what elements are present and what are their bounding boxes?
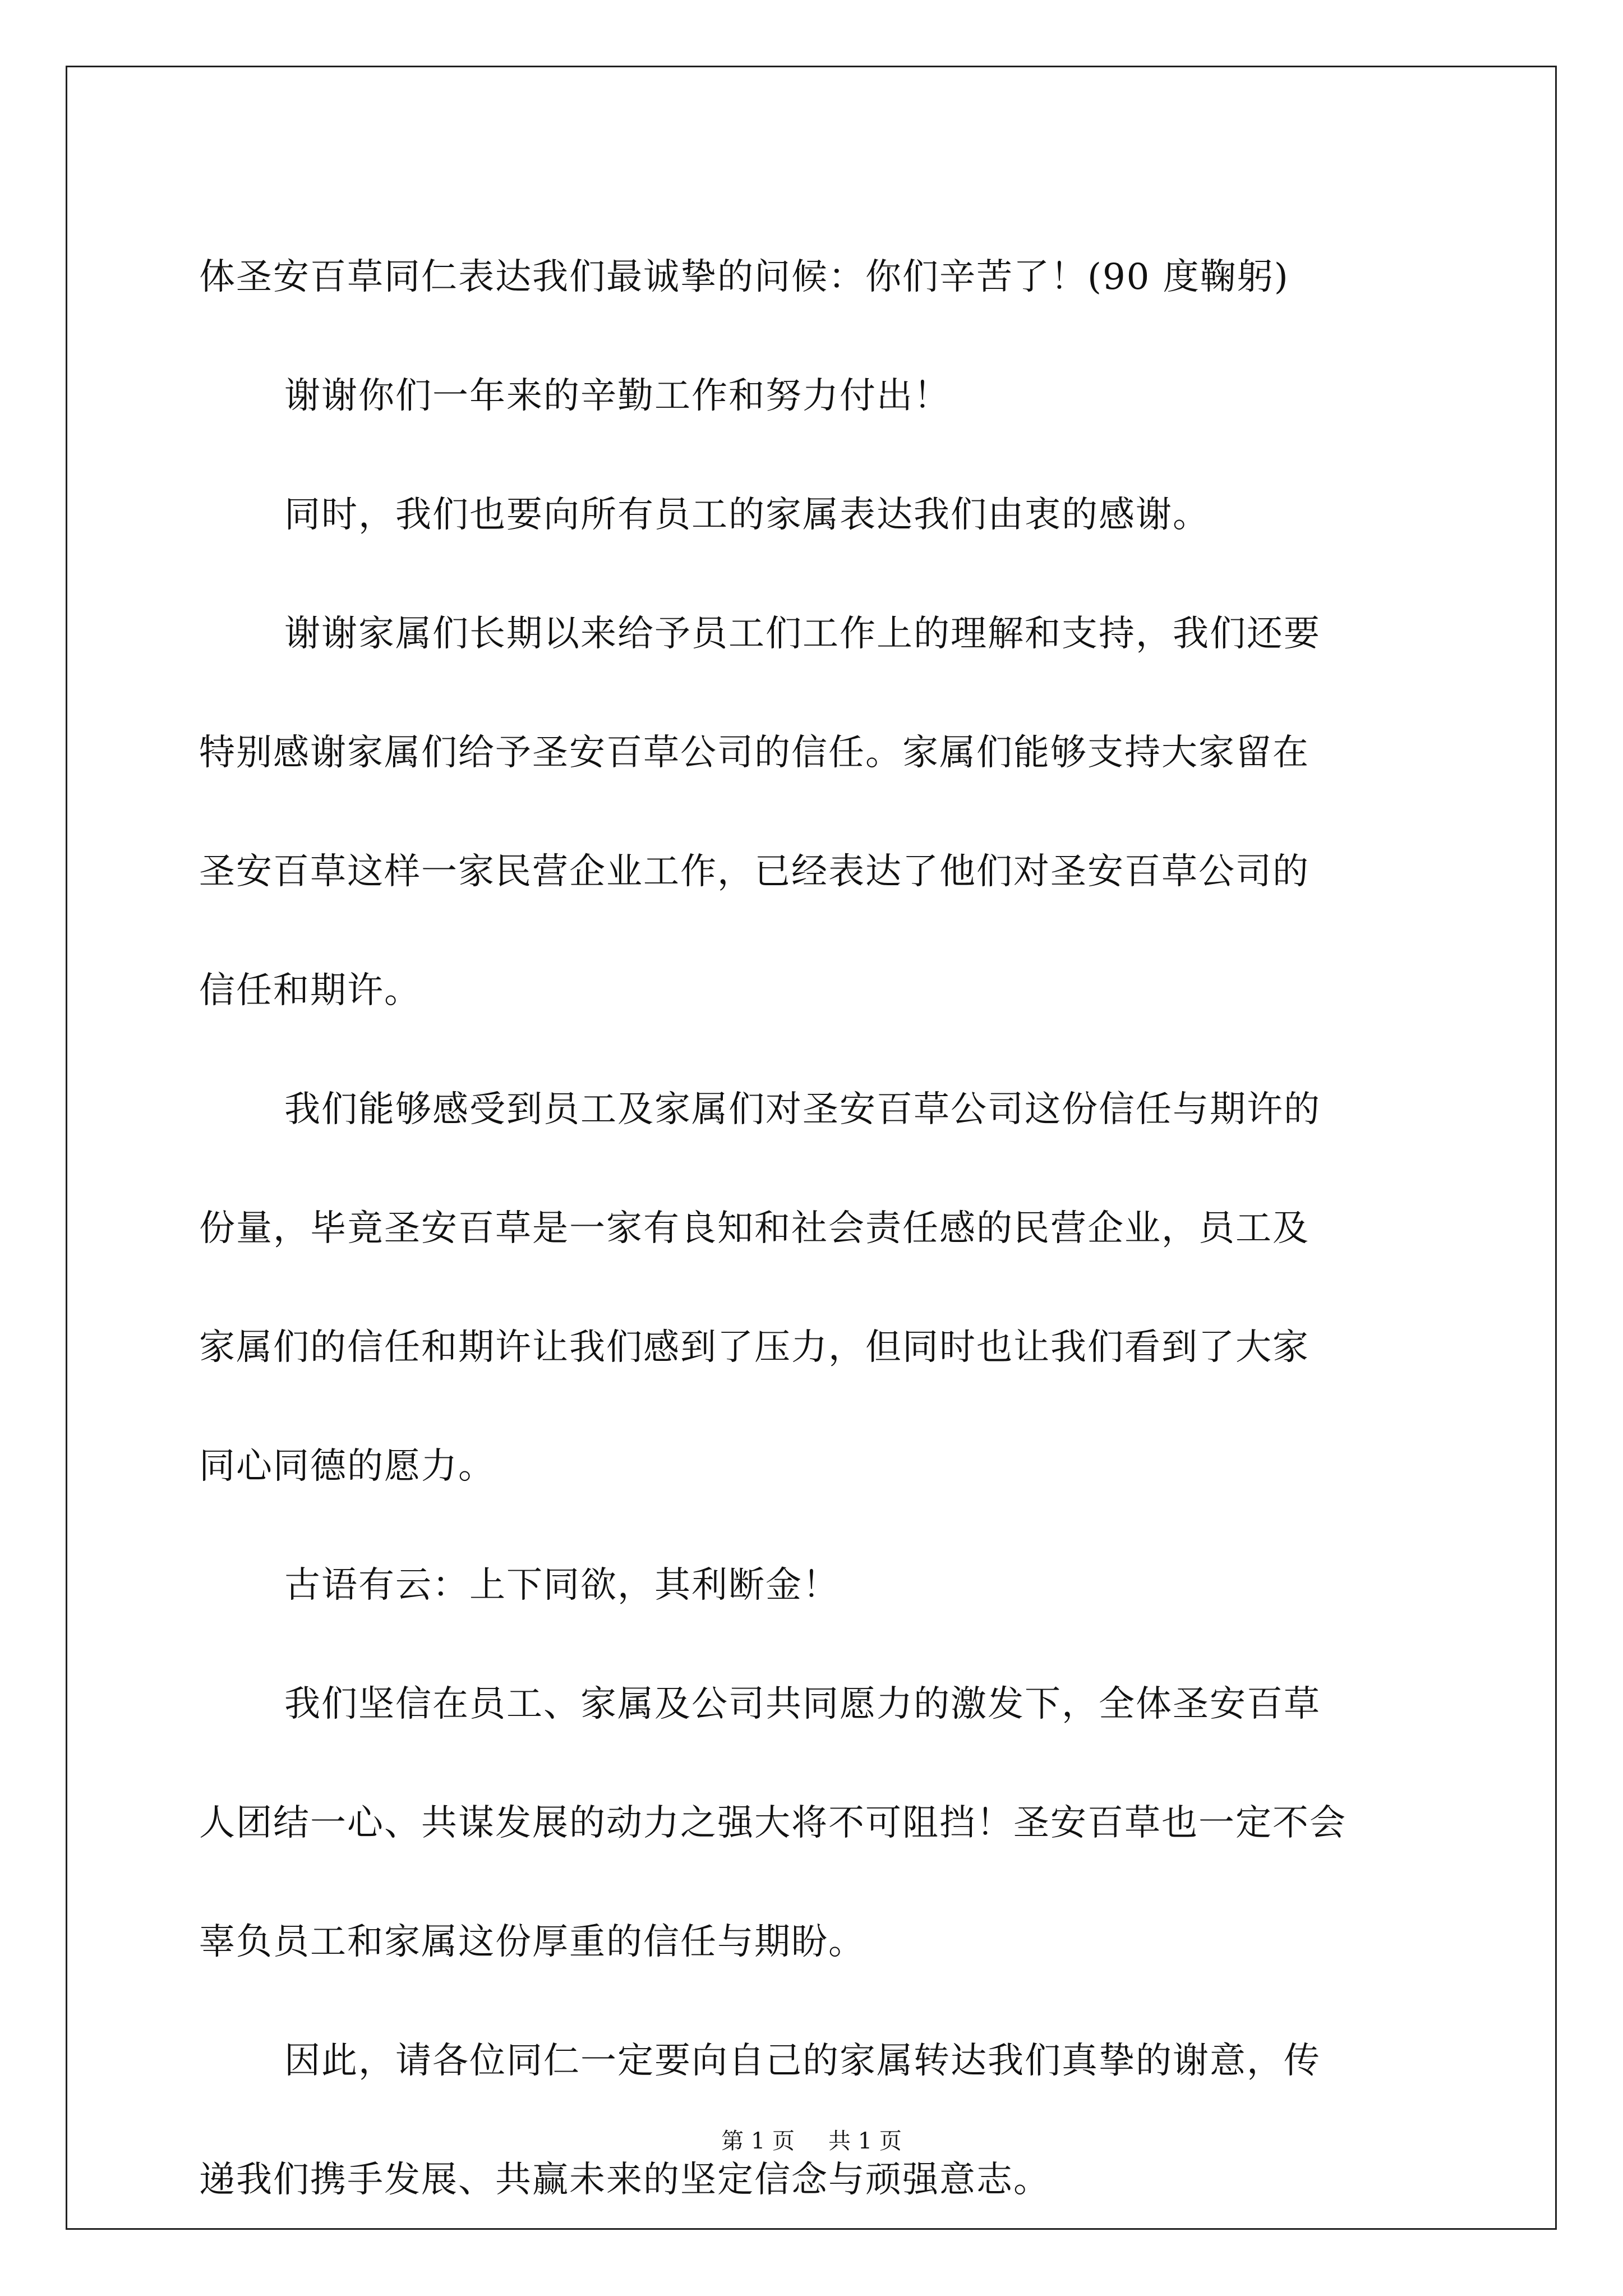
text-line: 辜负员工和家属这份厚重的信任与期盼。	[199, 1921, 865, 1963]
text-line: 人团结一心、共谋发展的动力之强大将不可阻挡！圣安百草也一定不会	[199, 1802, 1347, 1844]
text-line: 古语有云：上下同欲，其利断金！	[284, 1565, 840, 1606]
text-line: 信任和期许。	[199, 970, 421, 1011]
text-line: 家属们的信任和期许让我们感到了压力，但同时也让我们看到了大家	[199, 1327, 1310, 1368]
text-line: 特别感谢家属们给予圣安百草公司的信任。家属们能够支持大家留在	[199, 732, 1310, 774]
text-line: 我们能够感受到员工及家属们对圣安百草公司这份信任与期许的	[284, 1089, 1321, 1130]
text-line: 体圣安百草同仁表达我们最诚挚的问候：你们辛苦了！(90 度鞠躬)	[199, 256, 1289, 298]
text-line: 同时，我们也要向所有员工的家属表达我们由衷的感谢。	[284, 494, 1210, 536]
text-line: 我们坚信在员工、家属及公司共同愿力的激发下，全体圣安百草	[284, 1683, 1321, 1725]
page-footer	[0, 2123, 1623, 2155]
page-number: 第 1 页	[721, 2128, 795, 2154]
text-line: 圣安百草这样一家民营企业工作，已经表达了他们对圣安百草公司的	[199, 851, 1310, 892]
text-line: 份量，毕竟圣安百草是一家有良知和社会责任感的民营企业，员工及	[199, 1208, 1310, 1249]
text-line: 因此，请各位同仁一定要向自己的家属转达我们真挚的谢意，传	[284, 2040, 1321, 2082]
text-line: 谢谢你们一年来的辛勤工作和努力付出！	[284, 375, 951, 417]
document-body	[199, 218, 1433, 2239]
text-line: 递我们携手发展、共赢未来的坚定信念与顽强意志。	[199, 2159, 1050, 2201]
text-line: 同心同德的愿力。	[199, 1446, 495, 1487]
page-total: 共 1 页	[828, 2128, 902, 2154]
text-line: 谢谢家属们长期以来给予员工们工作上的理解和支持，我们还要	[284, 613, 1321, 655]
